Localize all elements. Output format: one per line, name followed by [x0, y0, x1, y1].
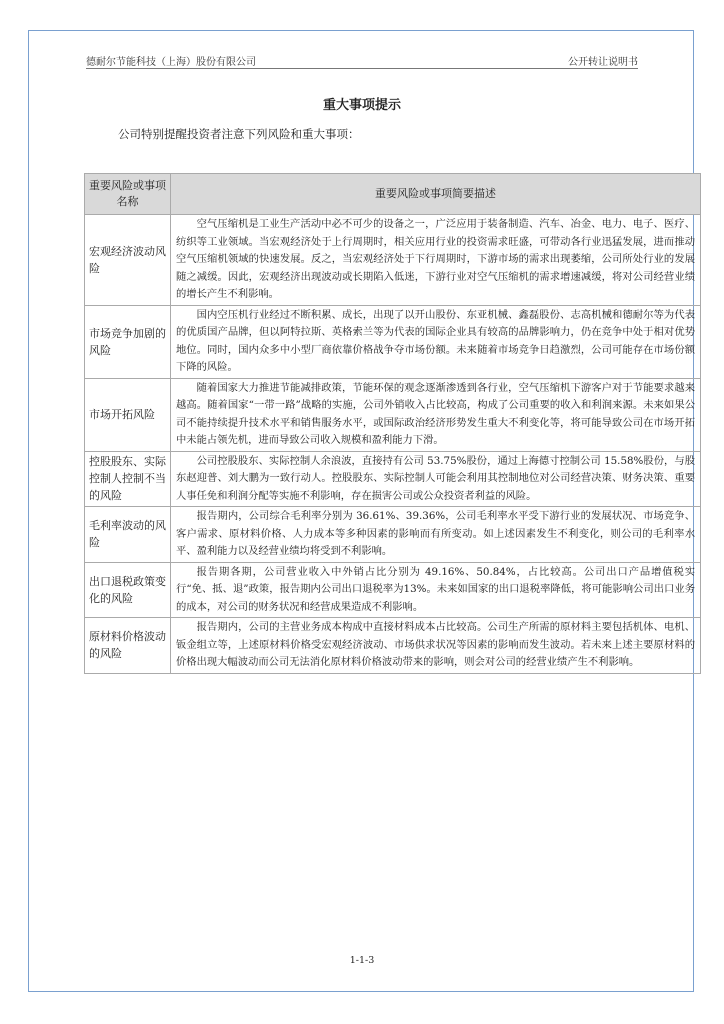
risk-name: 市场竞争加剧的风险: [85, 305, 171, 378]
risk-desc: 报告期各期，公司营业收入中外销占比分别为 49.16%、50.84%，占比较高。公司出口产品增值税实行“免、抵、退”政策，报告期内公司出口退税率为13%。未来如国家的出口退税率降低，将可能影响公司出口业务的成本，对公司的财务状况和经营成果造成不利影响。: [171, 562, 701, 618]
intro-text: 公司特别提醒投资者注意下列风险和重大事项：: [118, 127, 360, 141]
page-number: 1-1-3: [349, 955, 375, 966]
risk-name: 控股股东、实际控制人控制不当的风险: [85, 451, 171, 507]
header-risk-name: 重要风险或事项名称: [85, 174, 171, 215]
header-divider: [86, 68, 638, 69]
risk-name: 出口退税政策变化的风险: [85, 562, 171, 618]
table-header-row: [85, 174, 701, 215]
risk-desc: 国内空压机行业经过不断积累、成长，出现了以开山股份、东亚机械、鑫磊股份、志高机械和德耐尔等为代表的优质国产品牌，但以阿特拉斯、英格索兰等为代表的国际企业具有较高的品牌影响力，仍在竞争中处于相对优势地位。同时，国内众多中小型厂商依靠价格战争夺市场份额。未来随着市场竞争日趋激烈，公司可能存在市场份额下降的风险。: [171, 305, 701, 378]
risk-desc: 报告期内，公司的主营业务成本构成中直接材料成本占比较高。公司生产所需的原材料主要包括机体、电机、钣金组立等，上述原材料价格受宏观经济波动、市场供求状况等因素的影响而发生波动。若未来上述主要原材料的价格出现大幅波动而公司无法消化原材料价格波动带来的影响，则会对公司的经营业绩产生不利影响。: [171, 618, 701, 674]
risk-desc: 随着国家大力推进节能减排政策，节能环保的观念逐渐渗透到各行业，空气压缩机下游客户对于节能要求越来越高。随着国家“一带一路”战略的实施，公司外销收入占比较高，构成了公司重要的收入和利润来源。未来如果公司不能持续提升技术水平和销售服务水平，或国际政治经济形势发生重大不利变化等，将可能导致公司在市场开拓中未能占领先机，进而导致公司收入规模和盈利能力下滑。: [171, 378, 701, 451]
risk-name: 宏观经济波动风险: [85, 215, 171, 306]
risk-desc: 空气压缩机是工业生产活动中必不可少的设备之一，广泛应用于装备制造、汽车、冶金、电力、电子、医疗、纺织等工业领域。当宏观经济处于上行周期时，相关应用行业的投资需求旺盛，可带动各行业迅猛发展，进而推动空气压缩机领域的快速发展。反之，当宏观经济处于下行周期时，下游市场的需求出现萎缩，公司所处行业的发展随之减缓。因此，宏观经济出现波动或长期陷入低迷，下游行业对空气压缩机的需求增速减缓，将对公司经营业绩的增长产生不利影响。: [171, 215, 701, 306]
table-row: [85, 378, 701, 451]
table-row: [85, 305, 701, 378]
risk-name: 毛利率波动的风险: [85, 507, 171, 563]
risk-name: 原材料价格波动的风险: [85, 618, 171, 674]
header-risk-desc: 重要风险或事项简要描述: [171, 174, 701, 215]
page-header: [86, 51, 638, 69]
risk-table: [84, 173, 701, 674]
table-row: [85, 562, 701, 618]
header-company: 德耐尔节能科技（上海）股份有限公司: [86, 57, 256, 68]
table-row: [85, 618, 701, 674]
header-doc-type: 公开转让说明书: [568, 57, 638, 68]
risk-desc: 报告期内，公司综合毛利率分别为 36.61%、39.36%，公司毛利率水平受下游行业的发展状况、市场竞争、客户需求、原材料价格、人力成本等多种因素的影响而有所变动。如上述因素发生不利变化，则公司的毛利率水平、盈利能力以及经营业绩均将受到不利影响。: [171, 507, 701, 563]
table-row: [85, 215, 701, 306]
page-title: 重大事项提示: [322, 98, 401, 113]
risk-name: 市场开拓风险: [85, 378, 171, 451]
risk-desc: 公司控股股东、实际控制人余浪波，直接持有公司 53.75%股份，通过上海德寸控制公司 15.58%股份，与股东赵迎普、刘大鹏为一致行动人。控股股东、实际控制人可能会利用其控制地位对公司经营决策、财务决策、重要人事任免和利润分配等实施不利影响，存在损害公司或公众投资者利益的风险。: [171, 451, 701, 507]
table-row: [85, 507, 701, 563]
table-row: [85, 451, 701, 507]
